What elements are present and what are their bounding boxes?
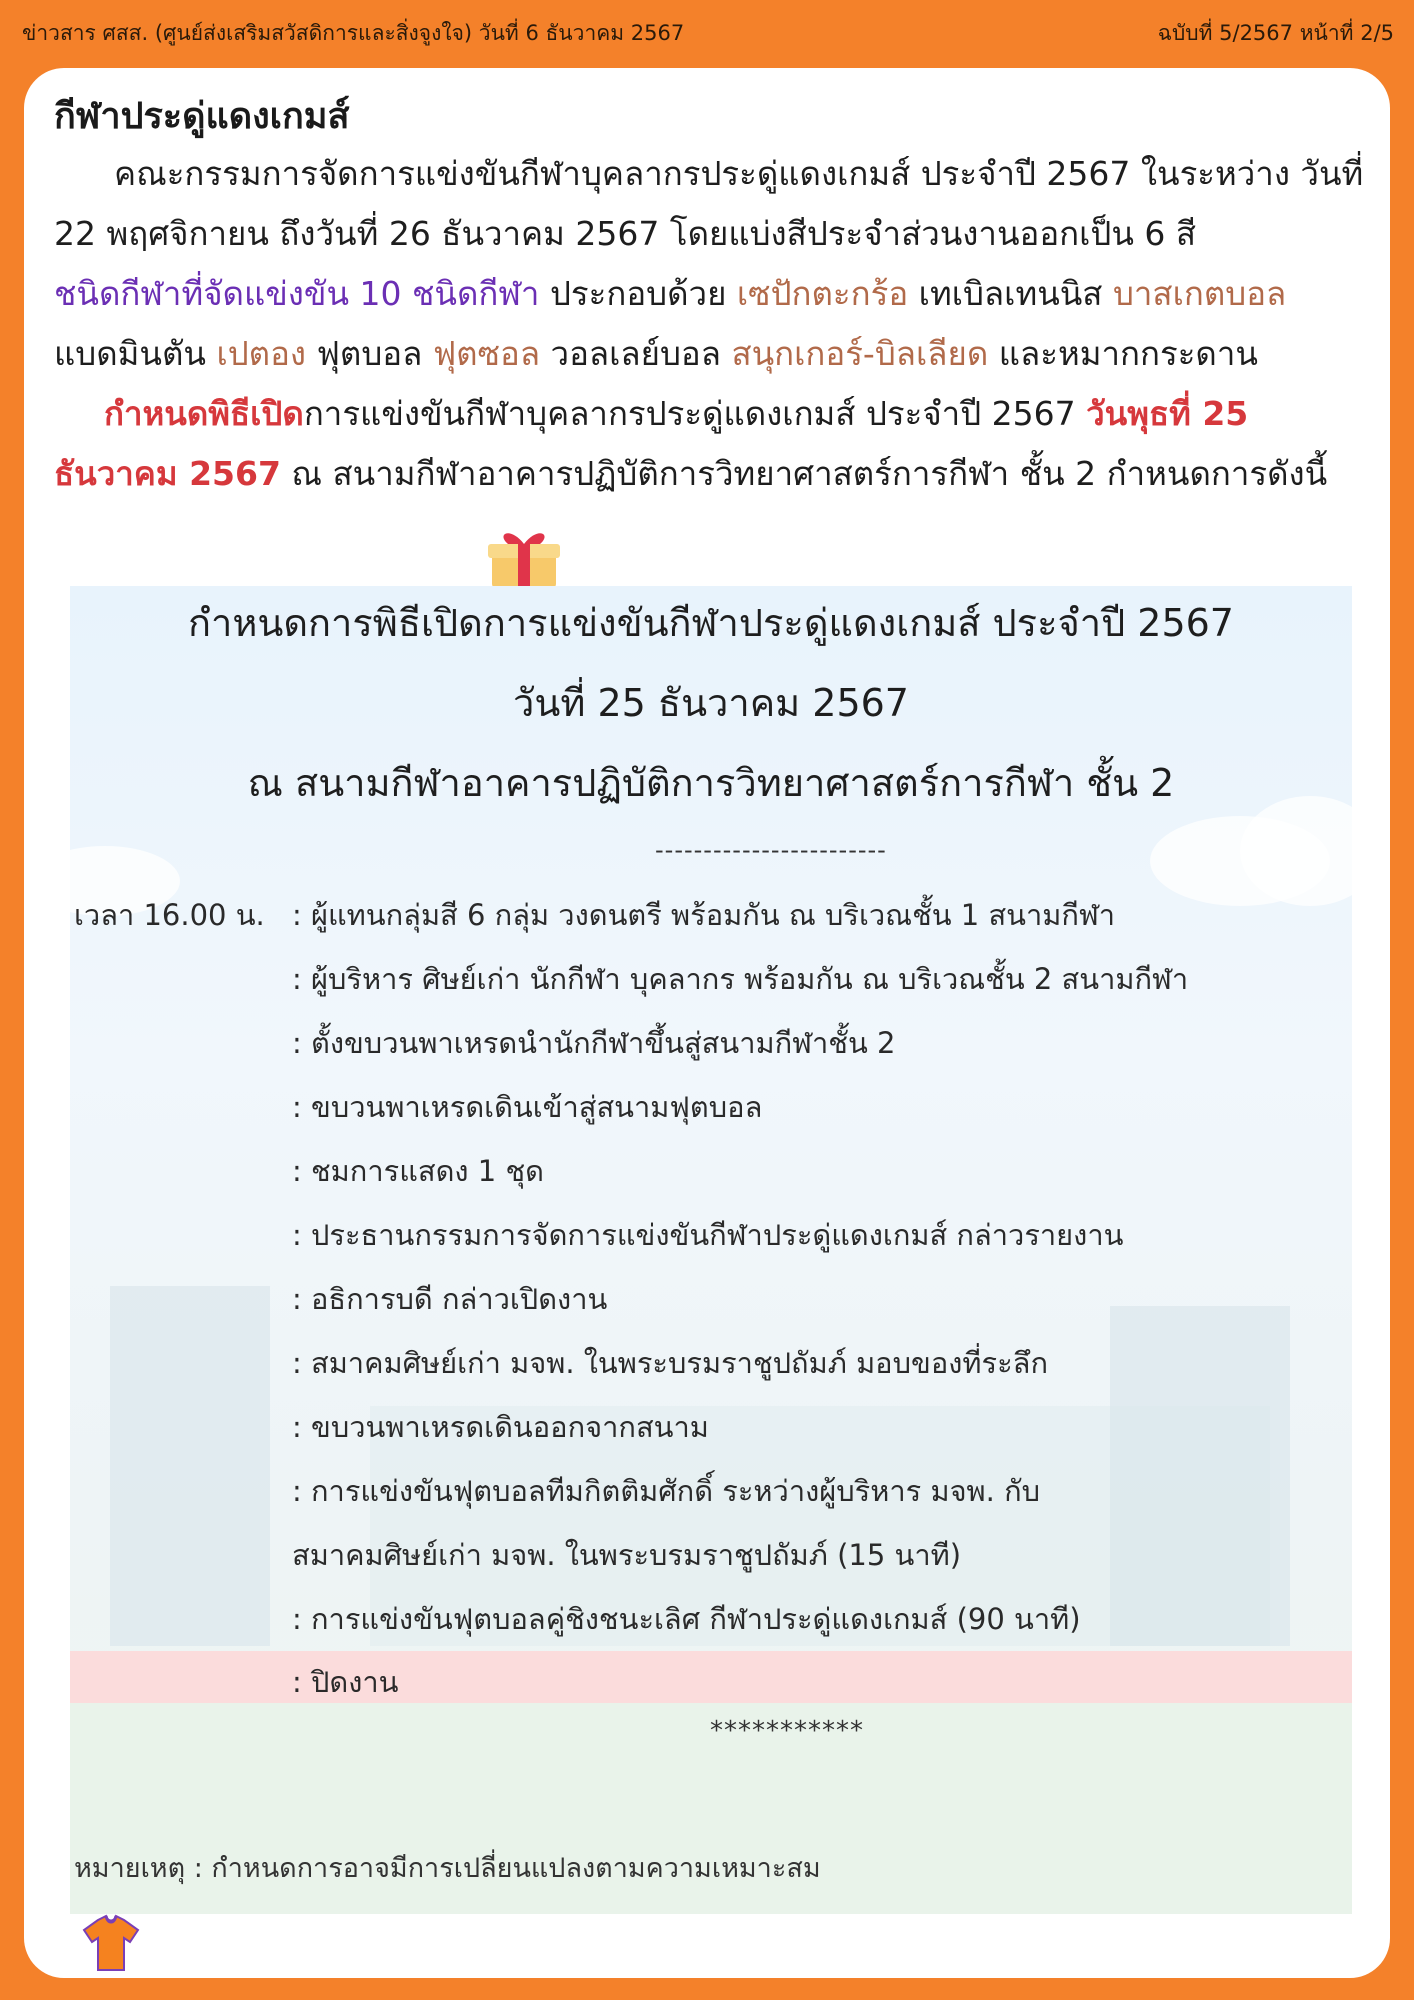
poster-date: วันที่ 25 ธันวาคม 2567 — [513, 681, 909, 725]
poster-divider: ------------------------ — [655, 836, 887, 864]
paragraph-intro — [54, 144, 1364, 264]
schedule-item: : ชมการแสดง 1 ชุด — [292, 1154, 544, 1188]
schedule-item: : ประธานกรรมการจัดการแข่งขันกีฬาประดู่แดงเกมส์ กล่าวรายงาน — [292, 1218, 1124, 1252]
sport-name: เปตอง — [216, 334, 307, 373]
shirt-icon — [80, 1914, 142, 1974]
paragraph-sports — [54, 264, 1364, 384]
schedule-item: : สมาคมศิษย์เก่า มจพ. ในพระบรมราชูปถัมภ์ มอบของที่ระลึก — [292, 1346, 1049, 1380]
gift-icon — [486, 528, 562, 590]
intro-text: คณะกรรมการจัดการแข่งขันกีฬาบุคลากรประดู่แดงเกมส์ ประจำปี 2567 ในระหว่าง วันที่ 22 พฤศจิกายน ถึงวันที่ 26 ธันวาคม 2567 โดยแบ่งสีประจำส่วนงานออกเป็น 6 สี — [54, 154, 1364, 253]
poster-venue: ณ สนามกีฬาอาคารปฏิบัติการวิทยาศาสตร์การกีฬา ชั้น 2 — [247, 761, 1175, 805]
sport-name: เซปักตะกร้อ — [736, 274, 909, 313]
paragraph-opening — [54, 384, 1364, 504]
poster-title: กำหนดการพิธีเปิดการแข่งขันกีฬาประดู่แดงเกมส์ ประจำปี 2567 — [187, 601, 1234, 645]
article — [54, 90, 1364, 504]
sports-text: ประกอบด้วย — [539, 274, 737, 313]
schedule-item: : ขบวนพาเหรดเดินออกจากสนาม — [292, 1410, 709, 1444]
schedule-item: : ผู้บริหาร ศิษย์เก่า นักกีฬา บุคลากร พร้อมกัน ณ บริเวณชั้น 2 สนามกีฬา — [292, 962, 1189, 996]
poster-note: หมายเหตุ : กำหนดการอาจมีการเปลี่ยนแปลงตามความเหมาะสม — [74, 1853, 821, 1884]
sport-name: สนุกเกอร์-บิลเลียด — [731, 334, 989, 373]
schedule-item: : ขบวนพาเหรดเดินเข้าสู่สนามฟุตบอล — [292, 1090, 763, 1124]
schedule-item: : การแข่งขันฟุตบอลคู่ชิงชนะเลิศ กีฬาประดู่แดงเกมส์ (90 นาที) — [292, 1602, 1081, 1636]
article-title: กีฬาประดู่แดงเกมส์ — [54, 96, 350, 137]
schedule-item: : การแข่งขันฟุตบอลทีมกิตติมศักดิ์ ระหว่างผู้บริหาร มจพ. กับ — [292, 1474, 1041, 1508]
issue-page-number: ฉบับที่ 5/2567 หน้าที่ 2/5 — [1157, 20, 1394, 45]
sports-text: แบดมินตัน — [54, 334, 217, 373]
sports-text: และหมากกระดาน — [988, 334, 1258, 373]
poster-stars: *********** — [710, 1716, 864, 1746]
sports-text: ฟุตบอล — [306, 334, 433, 373]
newsletter-title: ข่าวสาร ศสส. (ศูนย์ส่งเสริมสวัสดิการและสิ่งจูงใจ) วันที่ 6 ธันวาคม 2567 — [22, 20, 685, 45]
schedule-item: : อธิการบดี กล่าวเปิดงาน — [292, 1282, 608, 1316]
schedule-item: : ผู้แทนกลุ่มสี 6 กลุ่ม วงดนตรี พร้อมกัน ณ บริเวณชั้น 1 สนามกีฬา — [292, 898, 1116, 932]
opening-label: กำหนดพิธีเปิด — [104, 394, 304, 433]
schedule-item: : ปิดงาน — [292, 1665, 399, 1699]
sports-count: ชนิดกีฬาที่จัดแข่งขัน 10 ชนิดกีฬา — [54, 274, 540, 313]
schedule-time: เวลา 16.00 น. — [74, 898, 265, 932]
sports-text: วอลเลย์บอล — [540, 334, 732, 373]
sports-text: เทเบิลเทนนิส — [908, 274, 1113, 313]
sport-name: ฟุตซอล — [432, 334, 541, 373]
schedule-item: สมาคมศิษย์เก่า มจพ. ในพระบรมราชูปถัมภ์ (15 นาที) — [292, 1538, 962, 1572]
page-header — [0, 0, 1414, 66]
schedule-item: : ตั้งขบวนพาเหรดนำนักกีฬาขึ้นสู่สนามกีฬาชั้น 2 — [292, 1026, 896, 1060]
opening-text: การแข่งขันกีฬาบุคลากรประดู่แดงเกมส์ ประจำปี 2567 — [303, 394, 1087, 433]
opening-text: ณ สนามกีฬาอาคารปฏิบัติการวิทยาศาสตร์การกีฬา ชั้น 2 กำหนดการดังนี้ — [280, 454, 1328, 493]
schedule-poster — [70, 586, 1352, 1914]
opening-date: วันพุธที่ 25 ธันวาคม 2567 — [54, 394, 1249, 493]
sport-name: บาสเกตบอล — [1112, 274, 1287, 313]
highlight-band — [70, 1651, 1352, 1703]
